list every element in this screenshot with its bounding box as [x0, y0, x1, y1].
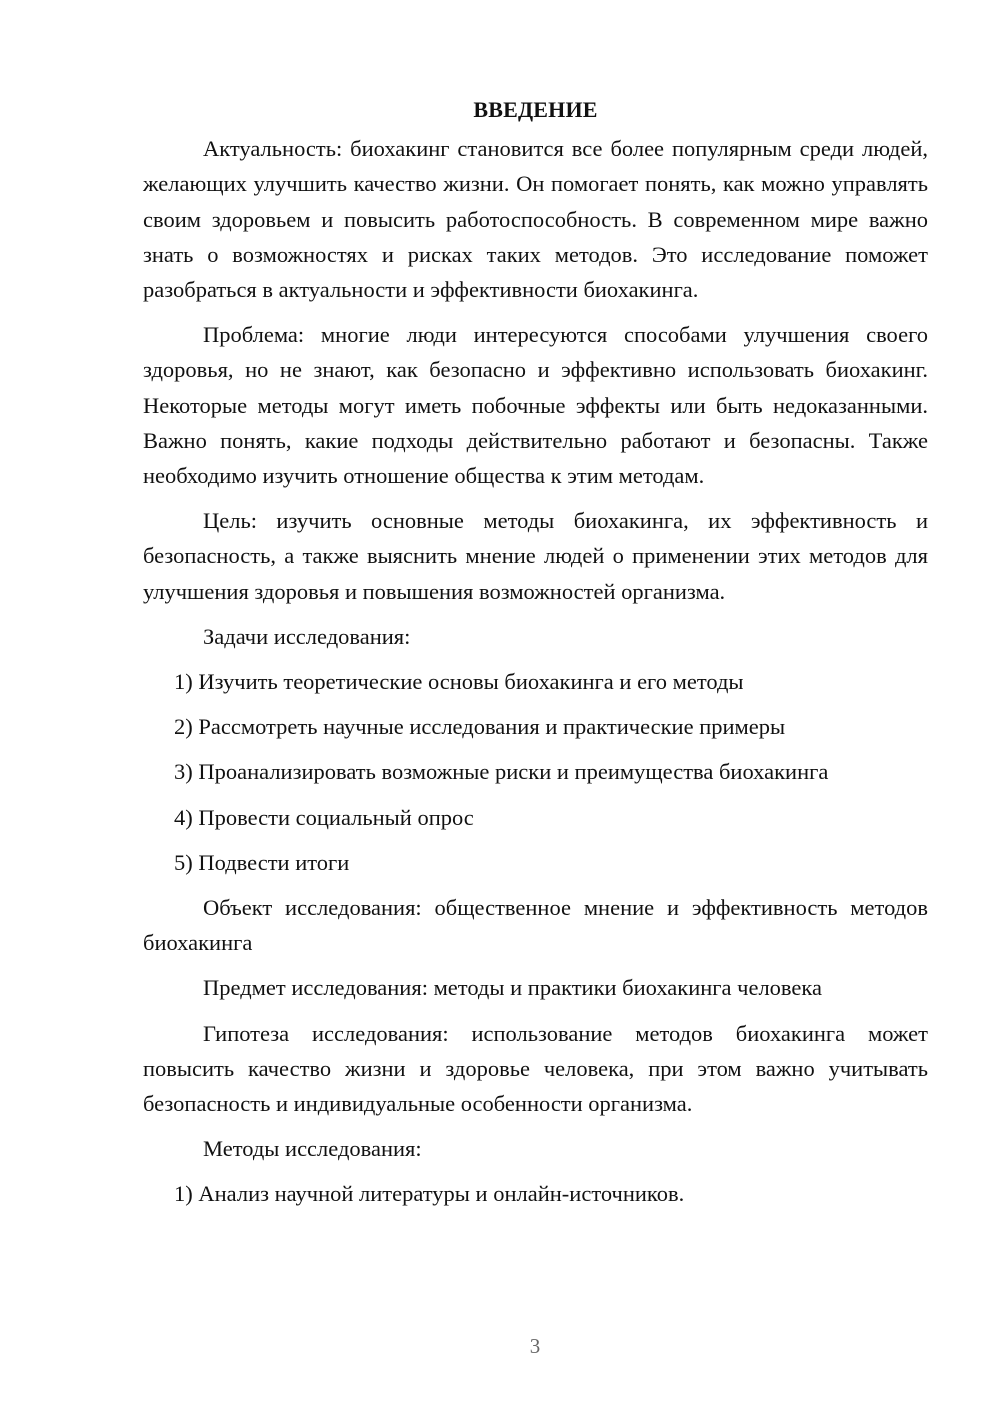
task-item: 2) Рассмотреть научные исследования и практические примеры [174, 714, 786, 740]
task-item: 3) Проанализировать возможные риски и преимущества биохакинга [174, 759, 829, 785]
task-item: 4) Провести социальный опрос [174, 804, 474, 830]
hypothesis-paragraph: Гипотеза исследования: использование методов биохакинга может повысить качество жизни и здоровье человека, при этом важно учитывать безопасность и индивидуальные особенности организма. [143, 1020, 928, 1117]
page-number: 3 [529, 1334, 541, 1358]
page-content [143, 92, 928, 1222]
problem-paragraph: Проблема: многие люди интересуются способами улучшения своего здоровья, но не знают, как безопасно и эффективно использовать биохакинг. Некоторые методы могут иметь побочные эффекты или быть недоказанными. Важно понять, какие подходы действительно работают и безопасны. Также необходимо изучить отношение общества к этим методам. [143, 322, 928, 489]
subject-paragraph: Предмет исследования: методы и практики биохакинга человека [203, 975, 822, 1001]
task-item: 5) Подвести итоги [174, 849, 350, 875]
goal-paragraph: Цель: изучить основные методы биохакинга, их эффективность и безопасность, а также выяснить мнение людей о применении этих методов для улучшения здоровья и повышения возможностей организма. [143, 508, 928, 604]
task-item: 1) Изучить теоретические основы биохакинга и его методы [174, 669, 744, 695]
tasks-heading: Задачи исследования: [203, 623, 411, 649]
methods-heading: Методы исследования: [203, 1136, 422, 1162]
section-title: ВВЕДЕНИЕ [473, 97, 598, 122]
object-paragraph: Объект исследования: общественное мнение и эффективность методов биохакинга [143, 895, 928, 956]
method-item: 1) Анализ научной литературы и онлайн-источников. [174, 1181, 685, 1207]
relevance-paragraph: Актуальность: биохакинг становится все более популярным среди людей, желающих улучшить качество жизни. Он помогает понять, как можно управлять своим здоровьем и повысить работоспособность. В современном мире важно знать о возможностях и рисках таких методов. Это исследование поможет разобраться в актуальности и эффективности биохакинга. [143, 136, 928, 303]
